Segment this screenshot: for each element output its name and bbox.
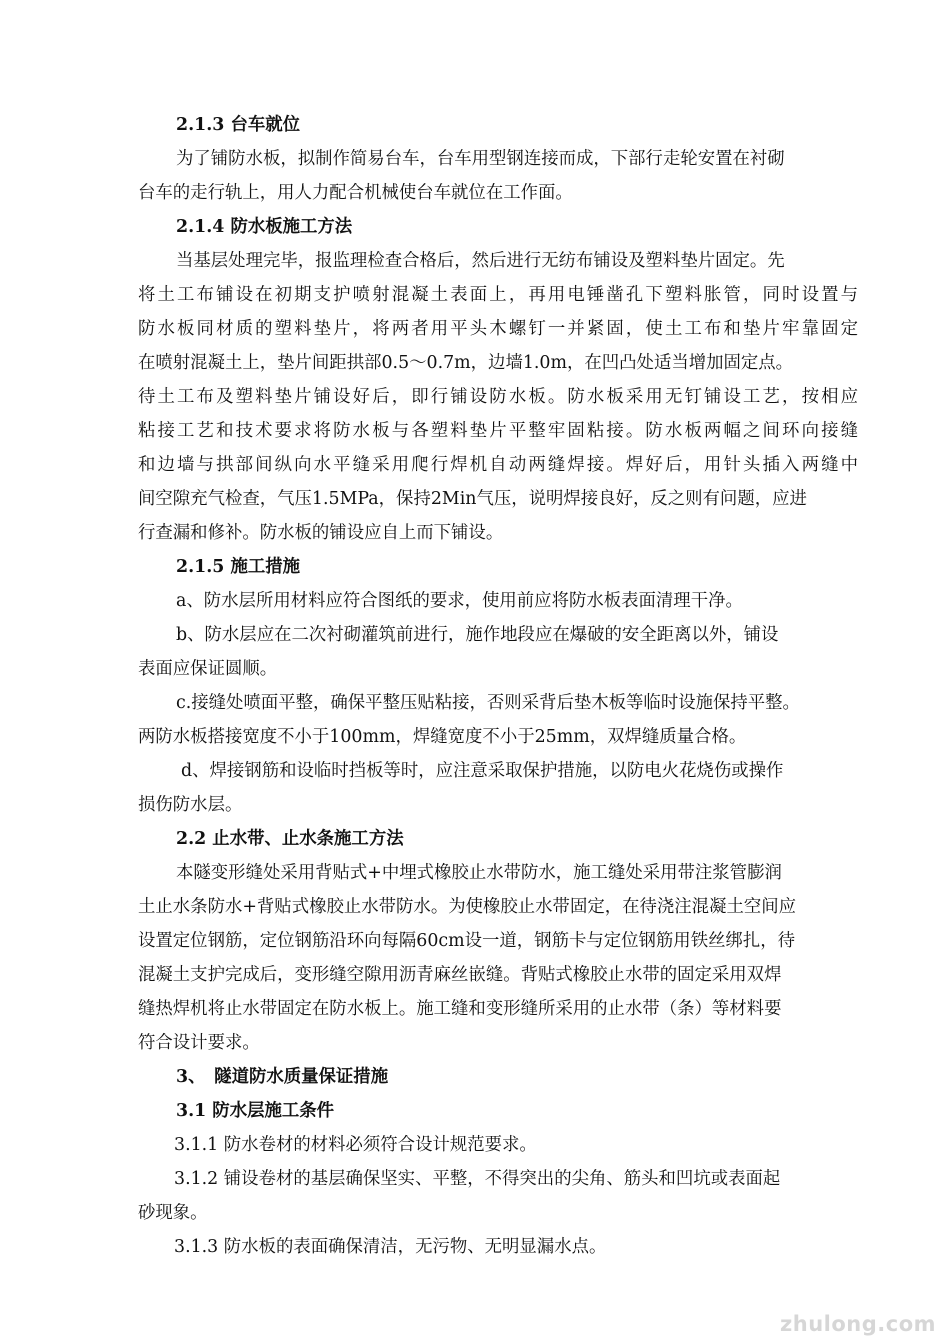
heading-2-1-3: 2.1.3 台车就位 <box>176 115 301 135</box>
paragraph-line: 为了铺防水板，拟制作简易台车，台车用型钢连接而成，下部行走轮安置在衬砌 <box>176 149 785 169</box>
heading-3-1: 3.1 防水层施工条件 <box>176 1101 335 1121</box>
paragraph-line: 缝热焊机将止水带固定在防水板上。施工缝和变形缝所采用的止水带（条）等材料要 <box>138 999 782 1019</box>
clause-3-1-1: 3.1.1 防水卷材的材料必须符合设计规范要求。 <box>174 1135 537 1155</box>
paragraph-line: 台车的走行轨上，用人力配合机械使台车就位在工作面。 <box>138 183 573 203</box>
heading-2-1-5: 2.1.5 施工措施 <box>176 557 301 577</box>
heading-3: 3、 隧道防水质量保证措施 <box>176 1067 389 1087</box>
watermark: zhulong.com <box>780 1312 936 1336</box>
paragraph-line: 行查漏和修补。防水板的铺设应自上而下铺设。 <box>138 523 504 543</box>
list-item-b: b、防水层应在二次衬砌灌筑前进行，施作地段应在爆破的安全距离以外，铺设 <box>176 625 779 645</box>
list-item-a: a、防水层所用材料应符合图纸的要求，使用前应将防水板表面清理干净。 <box>176 591 743 611</box>
paragraph-line: 粘接工艺和技术要求将防水板与各塑料垫片平整牢固粘接。防水板两幅之间环向接缝 <box>138 421 858 441</box>
clause-3-1-2: 3.1.2 铺设卷材的基层确保坚实、平整，不得突出的尖角、筋头和凹坑或表面起 <box>174 1169 781 1189</box>
list-item-c: c.接缝处喷面平整，确保平整压贴粘接，否则采背后垫木板等临时设施保持平整。 <box>176 693 800 713</box>
paragraph-line: 混凝土支护完成后，变形缝空隙用沥青麻丝嵌缝。背贴式橡胶止水带的固定采用双焊 <box>138 965 782 985</box>
heading-2-1-4: 2.1.4 防水板施工方法 <box>176 217 353 237</box>
paragraph-line: 设置定位钢筋，定位钢筋沿环向每隔60cm设一道，钢筋卡与定位钢筋用铁丝绑扎，待 <box>138 931 796 951</box>
paragraph-line: 土止水条防水+背贴式橡胶止水带防水。为使橡胶止水带固定，在待浇注混凝土空间应 <box>138 897 797 917</box>
paragraph-line: 待土工布及塑料垫片铺设好后，即行铺设防水板。防水板采用无钉铺设工艺，按相应 <box>138 387 858 407</box>
paragraph-line: 在喷射混凝土上，垫片间距拱部0.5～0.7m，边墙1.0m，在凹凸处适当增加固定点。 <box>138 353 794 373</box>
paragraph-line: 本隧变形缝处采用背贴式+中埋式橡胶止水带防水，施工缝处采用带注浆管膨润 <box>176 863 782 883</box>
paragraph-line: 表面应保证圆顺。 <box>138 659 278 679</box>
paragraph-line: 间空隙充气检查，气压1.5MPa，保持2Min气压，说明焊接良好，反之则有问题，应进 <box>138 489 807 509</box>
paragraph-line: 将土工布铺设在初期支护喷射混凝土表面上，再用电锤凿孔下塑料胀管，同时设置与 <box>138 285 858 305</box>
paragraph-line: 和边墙与拱部间纵向水平缝采用爬行焊机自动两缝焊接。焊好后，用针头插入两缝中 <box>138 455 858 475</box>
paragraph-line: 当基层处理完毕，报监理检查合格后，然后进行无纺布铺设及塑料垫片固定。先 <box>176 251 785 271</box>
paragraph-line: 符合设计要求。 <box>138 1033 260 1053</box>
paragraph-line: 损伤防水层。 <box>138 795 243 815</box>
list-item-d: d、焊接钢筋和设临时挡板等时，应注意采取保护措施，以防电火花烧伤或操作 <box>181 761 784 781</box>
heading-2-2: 2.2 止水带、止水条施工方法 <box>176 829 404 849</box>
paragraph-line: 防水板同材质的塑料垫片，将两者用平头木螺钉一并紧固，使土工布和垫片牢靠固定 <box>138 319 858 339</box>
paragraph-line: 砂现象。 <box>138 1203 208 1223</box>
paragraph-line: 两防水板搭接宽度不小于100mm，焊缝宽度不小于25mm，双焊缝质量合格。 <box>138 727 747 747</box>
clause-3-1-3: 3.1.3 防水板的表面确保清洁，无污物、无明显漏水点。 <box>174 1237 607 1257</box>
